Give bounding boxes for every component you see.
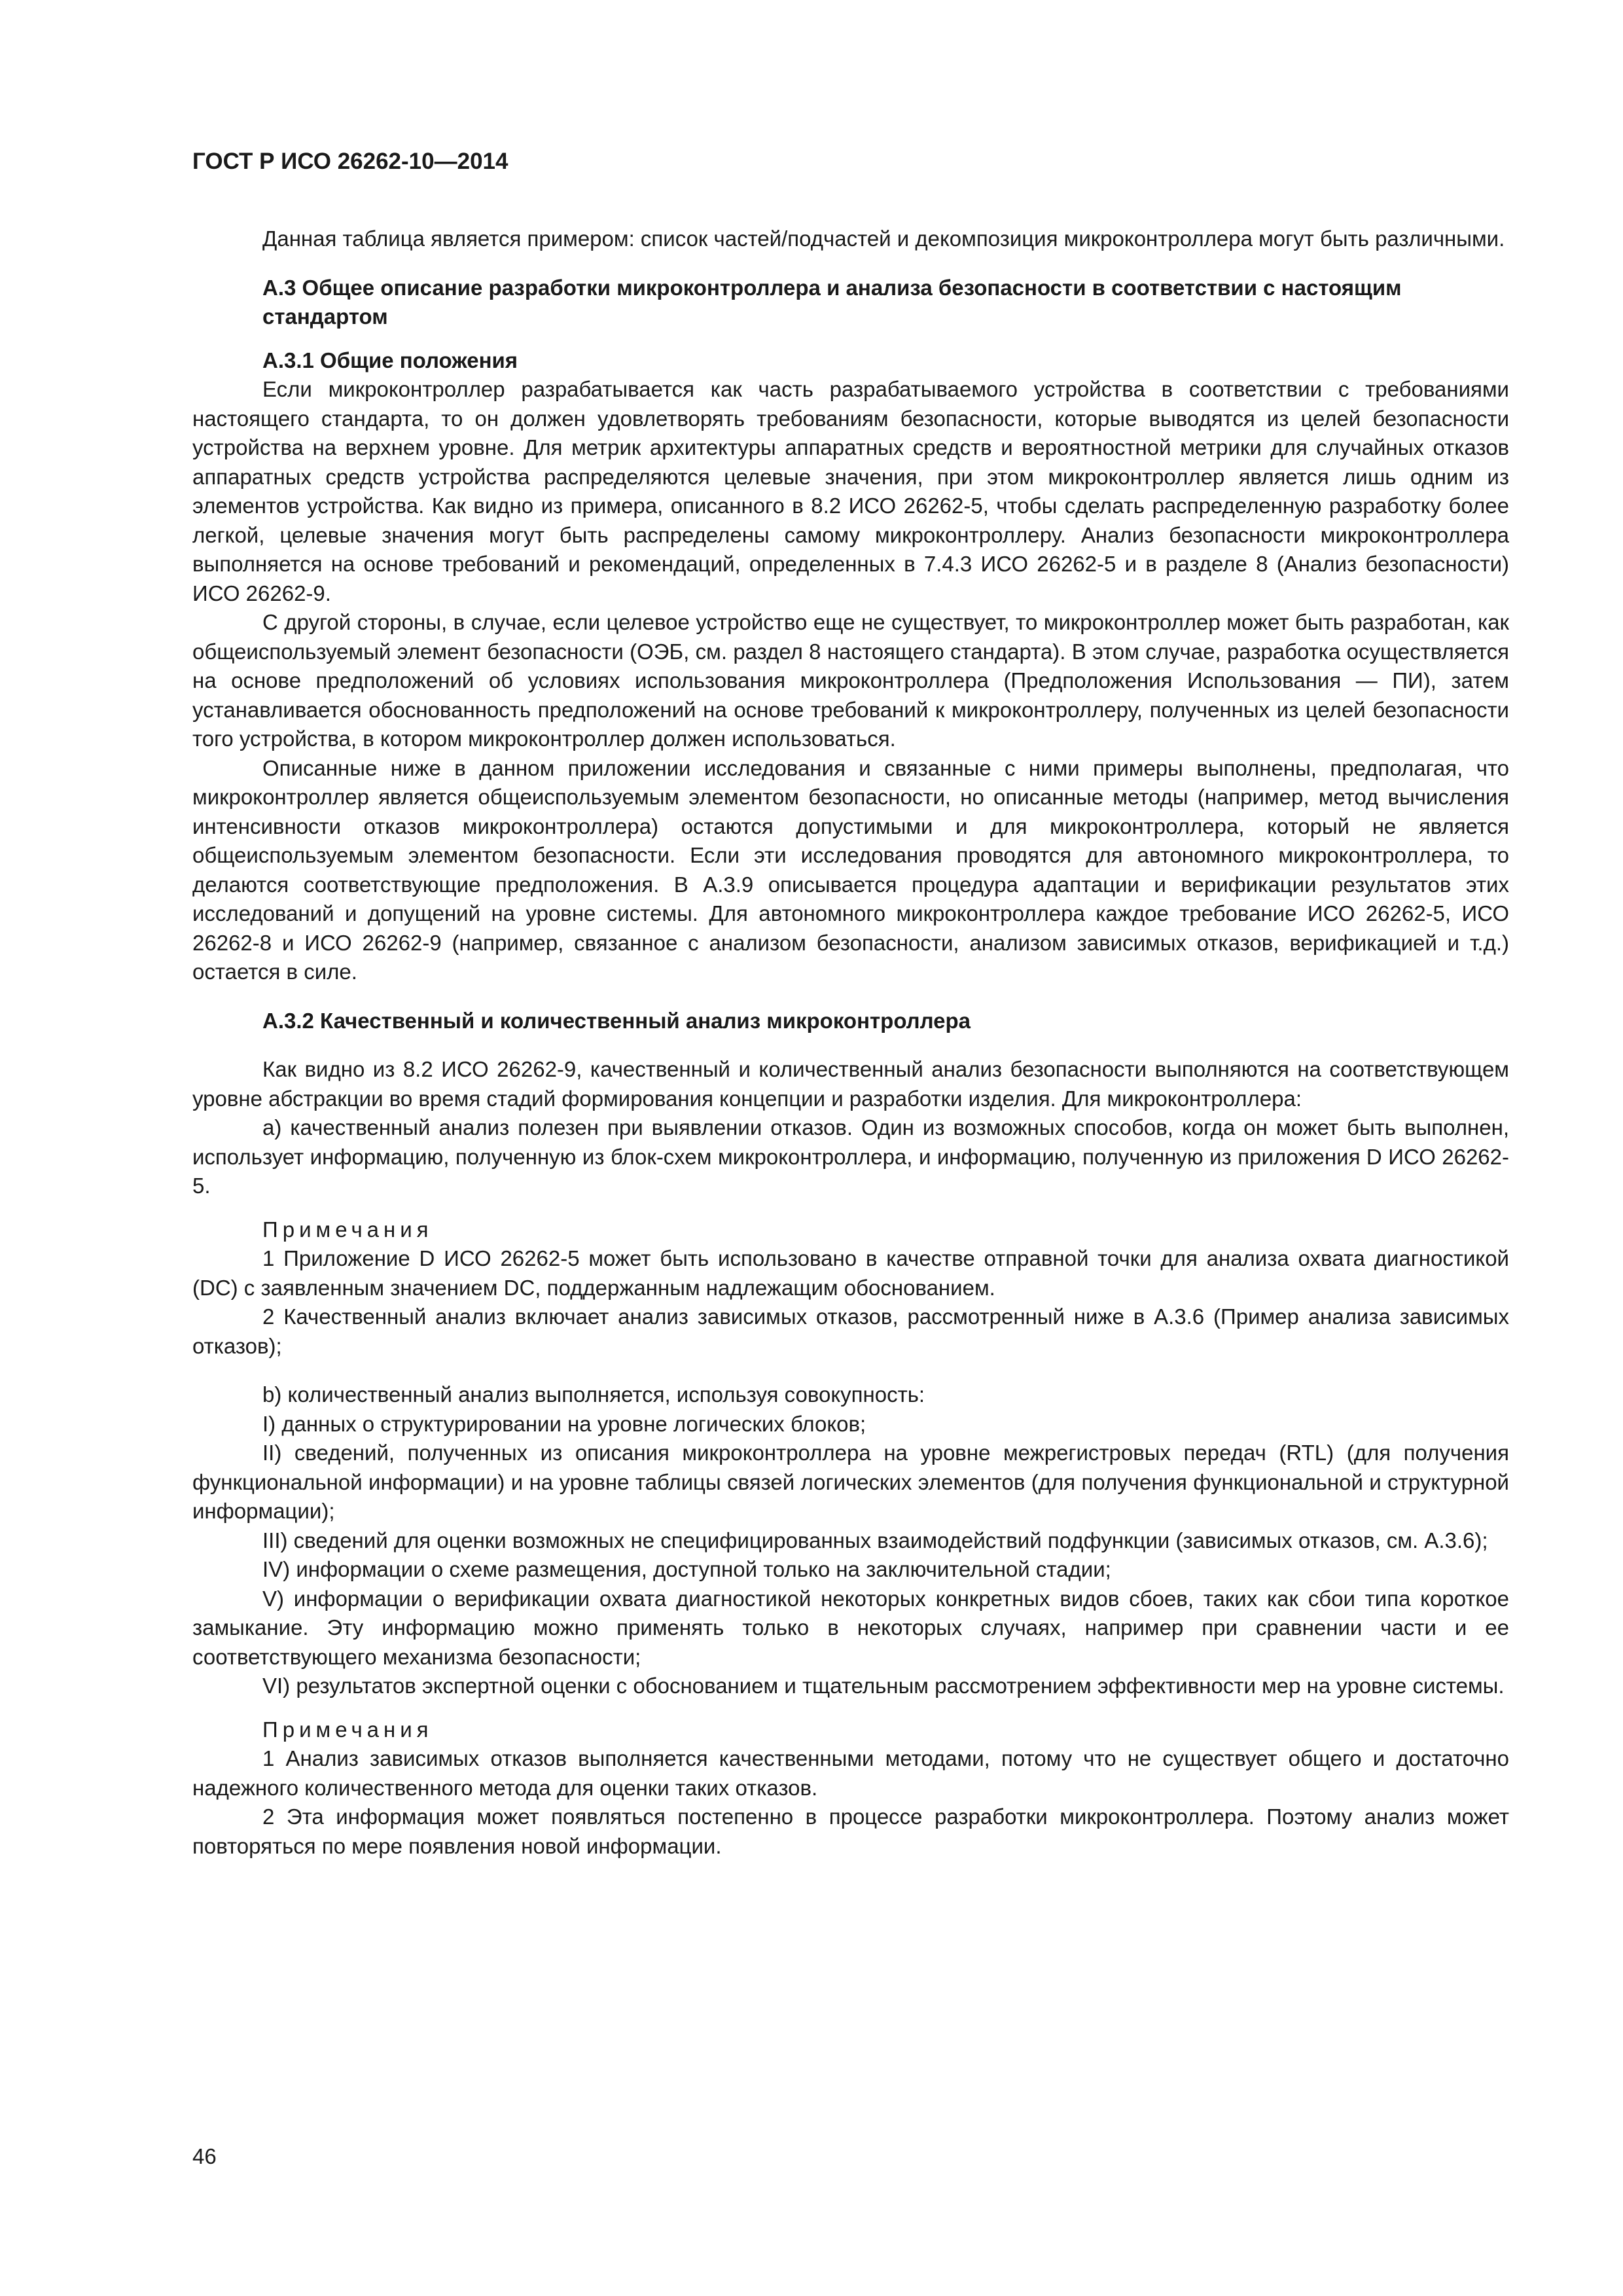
- section-a32-heading: А.3.2 Качественный и количественный анализ микроконтроллера: [262, 1008, 971, 1033]
- page-number: 46: [192, 2144, 217, 2168]
- document-page: [192, 147, 1509, 1861]
- section-a31-heading: А.3.1 Общие положения: [262, 348, 518, 372]
- note-2-1: 1 Анализ зависимых отказов выполняется качественными методами, потому что не существует общего и достаточно надежного количественного метода для оценки таких отказов.: [192, 1746, 1509, 1800]
- section-a3-heading: А.3 Общее описание разработки микроконтроллера и анализа безопасности в соответствии с настоящим стандартом: [262, 275, 1402, 329]
- note-1-1: 1 Приложение D ИСО 26262-5 может быть использовано в качестве отправной точки для анализа охвата диагностикой (DC) с заявленным значением DC, поддержанным надлежащим обоснованием.: [192, 1246, 1509, 1300]
- list-item-b: b) количественный анализ выполняется, используя совокупность:: [262, 1382, 925, 1407]
- document-header: ГОСТ Р ИСО 26262-10—2014: [192, 149, 508, 174]
- notes-title-1: Примечания: [262, 1217, 433, 1242]
- section-a32-intro: Как видно из 8.2 ИСО 26262-9, качественный и количественный анализ безопасности выполняются на соответствующем уровне абстракции во время стадий формирования концепции и разработки изделия. Для микроконтроллера:: [192, 1057, 1509, 1111]
- list-item-a: а) качественный анализ полезен при выявлении отказов. Один из возможных способов, когда он может быть выполнен, использует информацию, полученную из блок-схем микроконтроллера, и информацию, полученную из приложения D ИСО 26262-5.: [192, 1115, 1509, 1198]
- section-a31-paragraph-1: Если микроконтроллер разрабатывается как часть разрабатываемого устройства в соответствии с требованиями настоящего стандарта, то он должен удовлетворять требованиям безопасности, которые выводятся из целей безопасности устройства на верхнем уровне. Для метрик архитектуры аппаратных средств и вероятностной метрики для случайных отказов аппаратных средств устройства распределяются целевые значения, при этом микроконтроллер является лишь одним из элементов устройства. Как видно из примера, описанного в 8.2 ИСО 26262-5, чтобы сделать распределенную разработку более легкой, целевые значения могут быть распределены самому микроконтроллеру. Анализ безопасности микроконтроллера выполняется на основе требований и рекомендаций, определенных в 7.4.3 ИСО 26262-5 и в разделе 8 (Анализ безопасности) ИСО 26262-9.: [192, 377, 1509, 605]
- sub-item-5: V) информации о верификации охвата диагностикой некоторых конкретных видов сбоев, таких как сбои типа короткое замыкание. Эту информацию можно применять только в некоторых случаях, например при сравнении части и ее соответствующего механизма безопасности;: [192, 1586, 1509, 1669]
- sub-item-4: IV) информации о схеме размещения, доступной только на заключительной стадии;: [262, 1557, 1111, 1581]
- sub-item-1: I) данных о структурировании на уровне логических блоков;: [262, 1411, 866, 1436]
- intro-paragraph: Данная таблица является примером: список частей/подчастей и декомпозиция микроконтроллера могут быть различными.: [262, 226, 1505, 251]
- note-1-2: 2 Качественный анализ включает анализ зависимых отказов, рассмотренный ниже в А.3.6 (Пример анализа зависимых отказов);: [192, 1304, 1509, 1358]
- notes-title-2: Примечания: [262, 1717, 433, 1742]
- section-a31-paragraph-3: Описанные ниже в данном приложении исследования и связанные с ними примеры выполнены, предполагая, что микроконтроллер является общеиспользуемым элементом безопасности, но описанные методы (например, метод вычисления интенсивности отказов микроконтроллера) остаются допустимыми и для микроконтроллера, который не является общеиспользуемым элементом безопасности. Если эти исследования проводятся для автономного микроконтроллера, то делаются соответствующие предположения. В А.3.9 описывается процедура адаптации и верификации результатов этих исследований и допущений на уровне системы. Для автономного микроконтроллера каждое требование ИСО 26262-5, ИСО 26262-8 и ИСО 26262-9 (например, связанное с анализом безопасности, анализом зависимых отказов, верификацией и т.д.) остается в силе.: [192, 755, 1509, 984]
- sub-item-6: VI) результатов экспертной оценки с обоснованием и тщательным рассмотрением эффективности мер на уровне системы.: [262, 1674, 1505, 1698]
- sub-item-2: II) сведений, полученных из описания микроконтроллера на уровне межрегистровых передач (RTL) (для получения функциональной информации) и на уровне таблицы связей логических элементов (для получения функциональной и структурной информации);: [192, 1441, 1509, 1523]
- note-2-2: 2 Эта информация может появляться постепенно в процессе разработки микроконтроллера. Поэтому анализ может повторяться по мере появления новой информации.: [192, 1804, 1509, 1858]
- section-a31-paragraph-2: С другой стороны, в случае, если целевое устройство еще не существует, то микроконтроллер может быть разработан, как общеиспользуемый элемент безопасности (ОЭБ, см. раздел 8 настоящего стандарта). В этом случае, разработка осуществляется на основе предположений об условиях использования микроконтроллера (Предположения Использования — ПИ), затем устанавливается обоснованность предположений на основе требований к микроконтроллеру, полученных из целей безопасности того устройства, в котором микроконтроллер должен использоваться.: [192, 610, 1509, 751]
- sub-item-3: III) сведений для оценки возможных не специфицированных взаимодействий подфункции (зависимых отказов, см. А.3.6);: [262, 1528, 1488, 1552]
